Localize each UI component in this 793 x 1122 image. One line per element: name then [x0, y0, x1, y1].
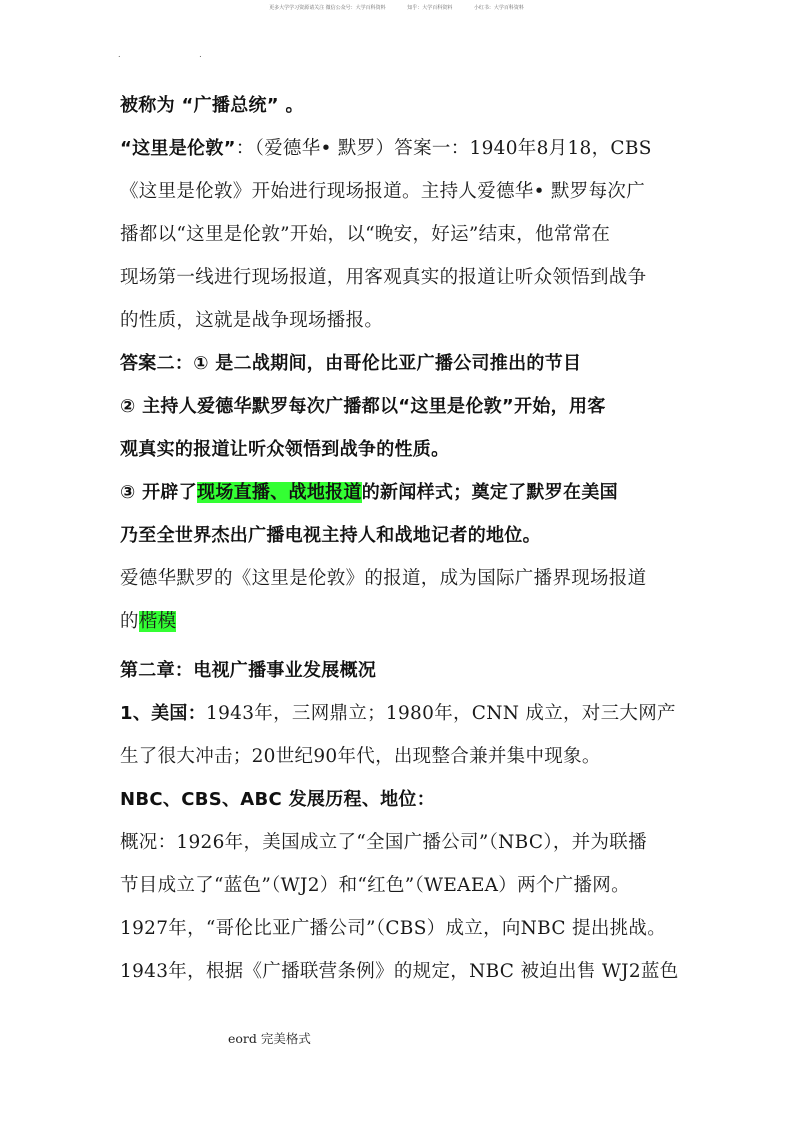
text-line: 观真实的报道让听众领悟到战争的性质。 — [120, 439, 450, 460]
text-line: 被称为 “广播总统” 。 — [120, 95, 304, 116]
text-line — [120, 127, 680, 170]
text-line: 《这里是伦敦》开始进行现场报道。主持人爱德华• 默罗每次广 — [120, 181, 645, 202]
text-run: ：（爱德华• 默罗）答案一：1940年8月18，CBS — [235, 138, 652, 159]
text-line: 爱德华默罗的《这里是伦敦》的报道，成为国际广播界现场报道 — [120, 568, 647, 589]
text-line — [120, 600, 680, 643]
text-line: 1943年，根据《广播联营条例》的规定，NBC 被迫出售 WJ2蓝色 — [120, 961, 679, 982]
stray-dots — [118, 50, 278, 59]
text-run: 的 — [120, 611, 139, 632]
header-text-1: 更多大学学习资源请关注 微信公众号：大学百科资料 — [269, 5, 386, 11]
text-line: 1927年，“哥伦比亚广播公司”（CBS）成立，向NBC 提出挑战。 — [120, 918, 667, 939]
dot-2: . — [199, 50, 202, 59]
text-line: ② 主持人爱德华默罗每次广播都以“这里是伦敦”开始，用客 — [120, 396, 606, 417]
document-body — [120, 84, 680, 993]
text-line: 的性质，这就是战争现场播报。 — [120, 310, 384, 331]
text-line — [120, 471, 680, 514]
text-line: 播都以“这里是伦敦”开始，以“晚安，好运”结束，他常常在 — [120, 224, 611, 245]
header-text-3: 小红书：大学百科资料 — [473, 5, 524, 11]
text-line: 现场第一线进行现场报道，用客观真实的报道让听众领悟到战争 — [120, 267, 647, 288]
page-header — [0, 4, 793, 11]
bold-term: “这里是伦敦” — [120, 138, 236, 159]
text-line: 节目成立了“蓝色”（WJ2）和“红色”（WEAEA）两个广播网。 — [120, 875, 630, 896]
text-run: 的新闻样式；奠定了默罗在美国 — [361, 482, 618, 503]
text-run: ③ 开辟了 — [120, 482, 198, 503]
text-line: 生了很大冲击；20世纪90年代，出现整合兼并集中现象。 — [120, 746, 601, 767]
section-heading: NBC、CBS、ABC 发展历程、地位： — [120, 789, 436, 810]
header-text-2: 知乎：大学百科资料 — [407, 5, 453, 11]
text-run: 1943年，三网鼎立；1980年，CNN 成立，对三大网产 — [206, 703, 676, 724]
text-line — [120, 692, 680, 735]
highlighted-text: 现场直播、战地报道 — [197, 482, 362, 503]
chapter-heading: 第二章：电视广播事业发展概况 — [120, 660, 377, 681]
dot-1: . — [118, 50, 121, 59]
page-footer: eord 完美格式 — [228, 1031, 311, 1046]
text-line: 概况：1926年，美国成立了“全国广播公司”（NBC），并为联播 — [120, 832, 647, 853]
text-line: 答案二：① 是二战期间，由哥伦比亚广播公司推出的节目 — [120, 353, 582, 374]
bold-term: 1、美国： — [120, 703, 207, 724]
highlighted-text: 楷模 — [138, 611, 177, 632]
text-line: 乃至全世界杰出广播电视主持人和战地记者的地位。 — [120, 525, 541, 546]
